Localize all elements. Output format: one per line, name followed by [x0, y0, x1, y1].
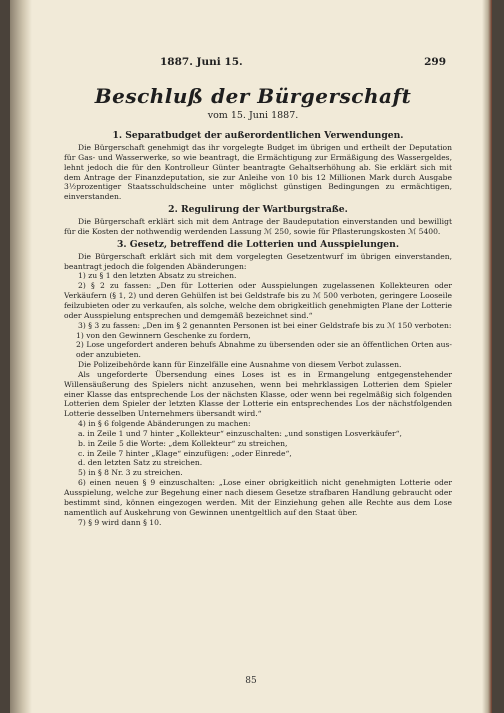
section-heading: 3. Gesetz, betreffend die Lotterien und Ausspielungen.	[116, 238, 400, 250]
amendment-item: 1) zu § 1 den letzten Absatz zu streichen.	[78, 271, 237, 281]
amendment-item: 6) einen neuen § 9 einzuschalten: „Lose einer obrigkeitlich nicht genehmigten Lotterie oder Ausspielung, welche zur Begehung einer nach diesem Gesetze strafbaren Handlung gebraucht oder bestimmt sind, können eingezogen werden. Mit der Einziehung gehen alle Rechte aus dem Lose namentlich auf Auskehrung von Gewinnen unentgeltlich auf den Staat über.	[64, 478, 452, 517]
book-edge	[482, 0, 492, 713]
amendment-item: 3) § 3 zu fassen: „Den im § 2 genannten Personen ist bei einer Geldstrafe bis zu ℳ 150 verboten:	[78, 320, 452, 330]
amendment-item: 4) in § 6 folgende Abänderungen zu machen:	[78, 419, 251, 429]
sub-item: d. den letzten Satz zu streichen.	[78, 458, 203, 468]
sub-item: 1) von den Gewinnern Geschenke zu fordern,	[76, 330, 251, 340]
paragraph: Die Bürgerschaft erklärt sich mit dem Antrage der Baudeputation einverstanden und bewilligt für die Kosten der nothwendig werdenden Lassung ℳ 250, sowie für Pflasterungskosten ℳ 5400.	[64, 217, 452, 236]
amendment-item: 2) § 2 zu fassen: „Den für Lotterien oder Ausspielungen zugelassenen Kollekteuren oder Verkäufern (§ 1, 2) und deren Gehülfen ist bei Geldstrafe bis zu ℳ 500 verboten, geringere Looseile feilzubieten oder zu verkaufen, als solche, welche dem obrigkeitlich genehmigten Plane der Lotterie oder Ausspielung entsprechen und demgemäß bezeichnet sind.“	[64, 281, 452, 320]
sub-item: b. in Zeile 5 die Worte: „dem Kollekteur“ zu streichen,	[78, 438, 288, 448]
document-title: Beschluß der Bürgerschaft	[94, 84, 412, 108]
amendment-item: 5) in § 8 Nr. 3 zu streichen.	[78, 468, 183, 478]
amendment-item: 7) § 9 wird dann § 10.	[78, 517, 162, 527]
section-heading: 1. Separatbudget der außerordentlichen Verwendungen.	[112, 130, 404, 141]
header-page-number: 299	[424, 56, 446, 68]
sub-item: 2) Lose ungefordert anderen behufs Abnahme zu übersenden oder sie an öffentlichen Orten aus- oder anzubieten.	[76, 340, 452, 360]
header-date: 1887. Juni 15.	[160, 56, 243, 68]
document-page	[10, 0, 492, 713]
book-gutter	[10, 0, 32, 713]
sub-item: c. in Zeile 7 hinter „Klage“ einzufügen: „oder Einrede“,	[78, 448, 292, 458]
document-subtitle: vom 15. Juni 1887.	[207, 110, 299, 121]
paragraph: Die Bürgerschaft genehmigt das ihr vorgelegte Budget im übrigen und ertheilt der Deputation für Gas- und Wasserwerke, so wie beantragt, die Ermächtigung zur Ermäßigung des Wassergeldes, lehnt jedoch die für den Kontrolleur Günter beantragte Gehaltserhöhung ab. Sie erklärt sich mit dem Antrage der Finanzdeputation, sie zur Anleihe von 10 bis 12 Millionen Mark durch Ausgabe 3½prozentiger Staatsschuldscheine unter möglichst günstigen Bedingungen zu ermächtigen, einverstanden.	[64, 143, 452, 202]
paragraph: Die Polizeibehörde kann für Einzelfälle eine Ausnahme von diesem Verbot zulassen.	[78, 360, 402, 370]
document-body	[64, 128, 452, 527]
section-heading: 2. Regulirung der Wartburgstraße.	[168, 204, 348, 216]
paragraph: Als ungeforderte Übersendung eines Loses ist es in Ermangelung entgegenstehender Willensäußerung des Spielers nicht anzusehen, wenn bei mehrklassigen Lotterien dem Spieler einer Klasse das entsprechende Los der nächsten Klasse, oder wenn bei regelmäßig sich folgenden Lotterien dem Spieler der letzten Klasse der Lotterie ein entsprechendes Los der nächstfolgenden Lotterie desselben Unternehmers übersandt wird.“	[64, 369, 452, 419]
sub-item: a. in Zeile 1 und 7 hinter „Kollekteur“ einzuschalten: „und sonstigen Losverkäufer“,	[78, 428, 402, 438]
footer-page-number: 85	[245, 676, 257, 686]
paragraph: Die Bürgerschaft erklärt sich mit dem vorgelegten Gesetzentwurf im übrigen einverstanden, beantragt jedoch die folgenden Abänderungen:	[64, 251, 452, 271]
